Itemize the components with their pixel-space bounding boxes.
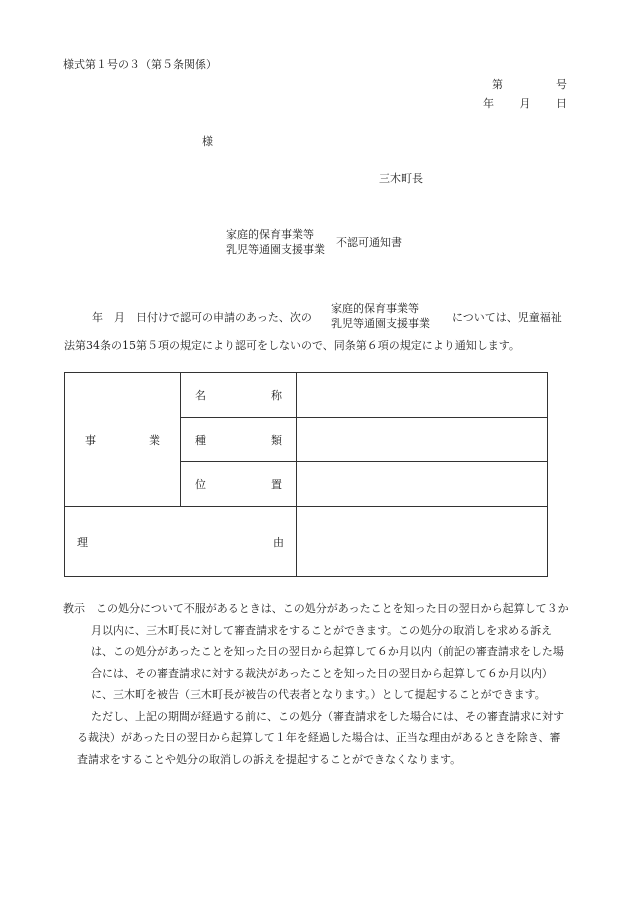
body-line1-after: については、児童福祉	[452, 311, 562, 324]
notice-paragraph-1: 教示 この処分について不服があるときは、この処分があったことを知った日の翌日から起算して３か月以内に、三木町長に対して審査請求をすることができます。この処分の取消しを求める訴えは、この処分があったことを知った日の翌日から起算して６か月以内（前記の審査請求をした場合には、その審査請求に対する裁決があったことを知った日の翌日から起算して６か月以内）に、三木町を被告（三木町長が被告の代表者となります。）として提起することができます。	[63, 602, 569, 701]
label-type-char-1: 種	[195, 433, 206, 447]
form-number: 様式第１号の３（第５条関係）	[63, 58, 217, 71]
date-year: 年	[483, 97, 494, 110]
title-stack	[226, 228, 325, 258]
label-name-char-1: 名	[195, 389, 206, 402]
label-cell-location	[181, 462, 297, 507]
table-row-reason	[65, 507, 548, 577]
label-location-char-1: 位	[195, 478, 206, 491]
notice-paragraph-2: ただし、上記の期間が経過する前に、この処分（審査請求をした場合には、その審査請求に対する裁決）があった日の翌日から起算して１年を経過した場合は、正当な理由があるときを除き、審査請求をすることや処分の取消しの訴えを提起することができなくなります。	[77, 709, 564, 766]
label-location-char-2: 置	[271, 478, 282, 491]
appeal-notice	[63, 598, 569, 770]
document-number-suffix: 号	[556, 78, 567, 91]
value-cell-name[interactable]	[297, 373, 548, 418]
label-cell-reason	[65, 507, 297, 577]
body-stack-line-2: 乳児等通園支援事業	[331, 316, 430, 330]
issuer: 三木町長	[379, 172, 423, 185]
table-row-name	[65, 373, 548, 418]
title-suffix: 不認可通知書	[336, 236, 402, 249]
category-cell	[65, 373, 181, 507]
label-type-char-2: 類	[271, 433, 282, 447]
date-day: 日	[556, 97, 567, 110]
category-char-1: 事	[85, 433, 96, 447]
body-line1-before: 年 月 日付けで認可の申請のあった、次の	[92, 311, 312, 324]
body-inline-stack	[331, 302, 430, 332]
body-stack-line-1: 家庭的保育事業等	[331, 302, 419, 315]
date-month: 月	[519, 97, 531, 110]
label-cell-name	[181, 373, 297, 418]
date-line	[483, 97, 567, 111]
value-cell-type[interactable]	[297, 418, 548, 462]
label-name-char-2: 称	[271, 389, 282, 402]
addressee: 様	[202, 135, 213, 148]
document-number-line	[492, 78, 567, 92]
label-reason-char-1: 理	[77, 535, 88, 549]
body-line2: 法第34条の15第５項の規定により認可をしないので、同条第６項の規定により通知します。	[64, 339, 520, 352]
title-line-2: 乳児等通園支援事業	[226, 242, 325, 256]
detail-table	[64, 372, 548, 577]
title-line-1: 家庭的保育事業等	[226, 228, 314, 241]
document-number-prefix: 第	[492, 78, 503, 91]
label-reason-char-2: 由	[273, 535, 284, 549]
category-char-2: 業	[149, 433, 160, 447]
label-cell-type	[181, 418, 297, 462]
value-cell-reason[interactable]	[297, 507, 548, 577]
value-cell-location[interactable]	[297, 462, 548, 507]
